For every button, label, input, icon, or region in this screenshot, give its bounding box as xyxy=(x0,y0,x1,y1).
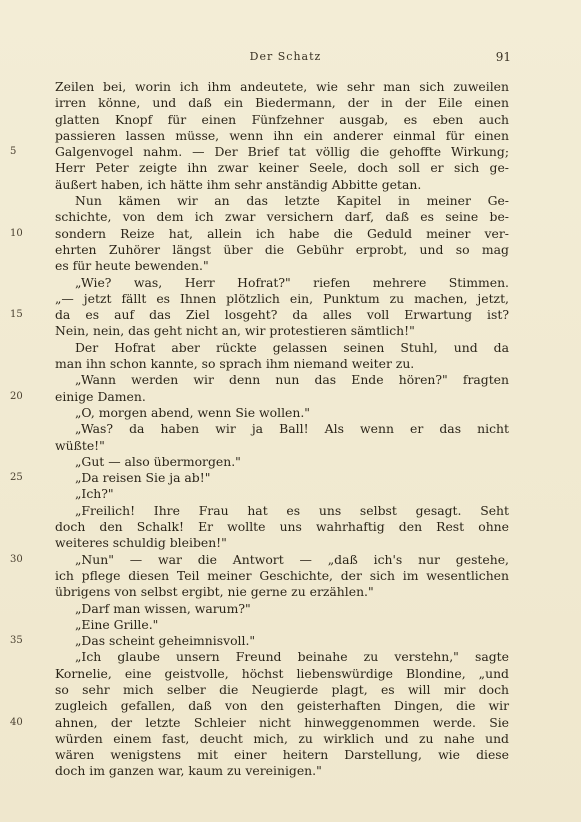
line-text: Galgenvogel nahm. — Der Brief tat völlig die gehoffte Wirkung; xyxy=(55,144,509,160)
text-line xyxy=(55,177,509,193)
body-text xyxy=(10,79,509,780)
line-text: Nun kämen wir an das letzte Kapitel in meiner Ge- xyxy=(75,193,509,209)
line-text: weiteres schuldig bleiben!" xyxy=(55,535,227,551)
text-line xyxy=(55,209,509,225)
line-text: „O, morgen abend, wenn Sie wollen." xyxy=(75,404,310,420)
line-text: irren könne, und daß ein Biedermann, der in der Eile einen xyxy=(55,95,509,111)
line-text: „Was? da haben wir ja Ball! Als wenn er das nicht xyxy=(75,421,509,437)
line-text: „— jetzt fällt es Ihnen plötzlich ein, Punktum zu machen, jetzt, xyxy=(55,290,509,306)
line-number: 10 xyxy=(10,227,23,239)
text-line xyxy=(55,242,509,258)
line-text: passieren lassen müsse, wenn ihn ein anderer einmal für einen xyxy=(55,127,509,143)
line-number: 25 xyxy=(10,472,23,484)
line-text: Herr Peter zeigte ihn zwar keiner Seele, doch soll er sich ge- xyxy=(55,160,509,176)
text-line xyxy=(55,421,509,437)
text-line xyxy=(55,323,509,339)
page-header xyxy=(60,50,511,66)
line-text: „Wie? was, Herr Hofrat?" riefen mehrere Stimmen. xyxy=(75,274,509,290)
text-line xyxy=(55,291,509,307)
line-text: ehrten Zuhörer längst über die Gebühr erprobt, und so mag xyxy=(55,241,509,257)
line-text: man ihn schon kannte, so sprach ihm niemand weiter zu. xyxy=(55,356,415,372)
text-line xyxy=(55,193,509,209)
line-text: Zeilen bei, worin ich ihm andeutete, wie sehr man sich zuweilen xyxy=(55,79,509,94)
line-text: „Darf man wissen, warum?" xyxy=(75,600,251,616)
text-line xyxy=(55,340,509,356)
line-text: Kornelie, eine geistvolle, höchst liebenswürdige Blondine, „und xyxy=(55,665,509,681)
line-text: doch im ganzen war, kaum zu vereinigen." xyxy=(55,763,322,779)
text-line xyxy=(10,714,509,731)
text-line xyxy=(55,112,509,128)
text-line xyxy=(55,584,509,600)
line-number: 20 xyxy=(10,390,23,402)
line-text: „Das scheint geheimnisvoll." xyxy=(75,633,256,649)
line-text: „Ich?" xyxy=(75,486,114,502)
line-text: übrigens von selbst ergibt, nie gerne zu erzählen." xyxy=(55,584,374,600)
text-line xyxy=(55,698,509,714)
line-text: so sehr mich selber die Neugierde plagt, es will mir doch xyxy=(55,681,509,697)
line-text: „Wann werden wir denn nun das Ende hören?" fragten xyxy=(75,372,509,388)
line-text: „Freilich! Ihre Frau hat es uns selbst gesagt. Seht xyxy=(75,502,509,518)
line-number: 40 xyxy=(10,716,23,728)
text-line xyxy=(10,388,509,405)
text-line xyxy=(55,275,509,291)
text-line xyxy=(55,666,509,682)
line-text: ich pflege diesen Teil meiner Geschichte, der sich im wesentlichen xyxy=(55,567,509,583)
text-line xyxy=(55,535,509,551)
line-text: zugleich gefallen, daß von den geisterhaften Dingen, die wir xyxy=(55,698,509,714)
text-line xyxy=(10,551,509,568)
page-number: 91 xyxy=(495,50,511,64)
text-line xyxy=(55,649,509,665)
running-title: Der Schatz xyxy=(249,50,322,63)
line-text: äußert haben, ich hätte ihm sehr anständig Abbitte getan. xyxy=(55,176,422,192)
text-line xyxy=(55,503,509,519)
line-text: ahnen, der letzte Schleier nicht hinweggenommen werde. Sie xyxy=(55,714,509,730)
text-line xyxy=(55,356,509,372)
text-line xyxy=(55,79,509,95)
line-text: da es auf das Ziel losgeht? da alles voll Erwartung ist? xyxy=(55,307,509,323)
line-number: 30 xyxy=(10,553,23,565)
text-line xyxy=(55,763,509,779)
line-text: „Da reisen Sie ja ab!" xyxy=(75,470,211,486)
text-line xyxy=(55,95,509,111)
text-line xyxy=(55,438,509,454)
line-text: wären wenigstens mit einer heitern Darstellung, wie diese xyxy=(55,747,509,763)
text-line xyxy=(10,633,509,649)
line-number: 15 xyxy=(10,309,23,321)
text-line xyxy=(55,601,509,617)
text-line xyxy=(55,454,509,470)
text-line xyxy=(55,519,509,535)
text-line xyxy=(55,747,509,763)
line-text: einige Damen. xyxy=(55,388,146,404)
text-line xyxy=(10,470,509,486)
line-text: glatten Knopf für einen Fünfzehner ausgab, es eben auch xyxy=(55,111,509,127)
text-line xyxy=(55,258,509,274)
text-line xyxy=(55,405,509,421)
line-number: 35 xyxy=(10,635,23,647)
line-text: doch den Schalk! Er wollte uns wahrhaftig den Rest ohne xyxy=(55,519,509,535)
text-line xyxy=(55,160,509,176)
line-text: schichte, von dem ich zwar versichern darf, daß es seine be- xyxy=(55,209,509,225)
text-line xyxy=(10,225,509,242)
text-line xyxy=(55,682,509,698)
line-text: „Ich glaube unsern Freund beinahe zu verstehn," sagte xyxy=(75,649,509,665)
line-number: 5 xyxy=(10,146,17,158)
text-line xyxy=(55,372,509,388)
line-text: sondern Reize hat, allein ich habe die Geduld meiner ver- xyxy=(55,225,509,241)
line-text: Nein, nein, das geht nicht an, wir protestieren sämtlich!" xyxy=(55,323,415,339)
line-text: „Gut — also übermorgen." xyxy=(75,453,241,469)
line-text: es für heute bewenden." xyxy=(55,258,209,274)
line-text: wüßte!" xyxy=(55,437,105,453)
text-line xyxy=(55,486,509,502)
text-line xyxy=(55,617,509,633)
line-text: würden einem fast, deucht mich, zu wirklich und zu nahe und xyxy=(55,730,509,746)
line-text: „Eine Grille." xyxy=(75,616,159,632)
text-line xyxy=(10,144,509,160)
text-line xyxy=(10,307,509,323)
line-text: Der Hofrat aber rückte gelassen seinen Stuhl, und da xyxy=(75,339,509,355)
text-line xyxy=(55,568,509,584)
text-line xyxy=(55,128,509,144)
text-line xyxy=(55,731,509,747)
line-text: „Nun" — war die Antwort — „daß ich's nur gestehe, xyxy=(75,551,509,567)
